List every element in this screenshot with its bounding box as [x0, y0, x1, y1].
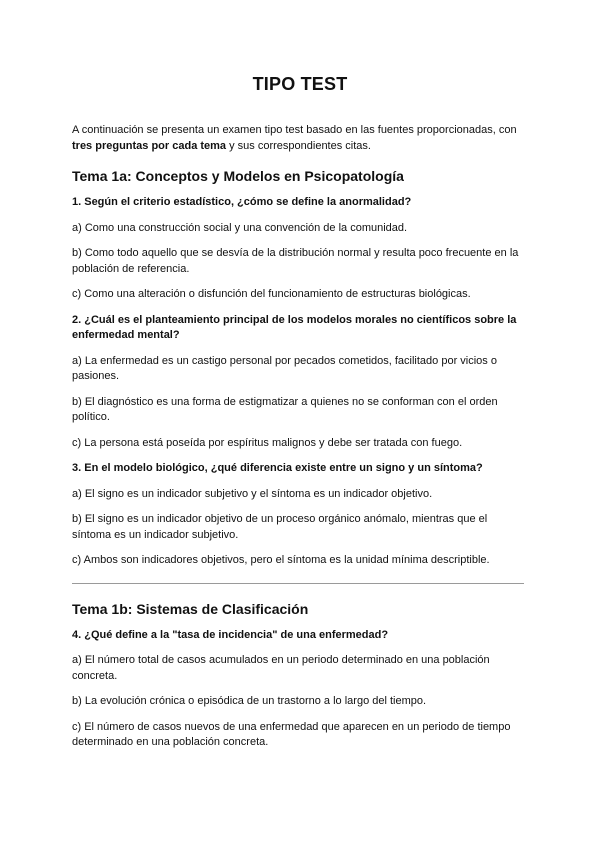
question-3-option-b: b) El signo es un indicador objetivo de un proceso orgánico anómalo, mientras que el síntoma es un indicador subjetivo.: [72, 513, 488, 541]
question-1: 1. Según el criterio estadístico, ¿cómo se define la anormalidad?: [72, 196, 412, 208]
section-heading-tema-1b: Tema 1b: Sistemas de Clasificación: [72, 600, 309, 617]
question-2: 2. ¿Cuál es el planteamiento principal de los modelos morales no científicos sobre la enfermedad mental?: [72, 313, 517, 341]
question-3-option-c: c) Ambos son indicadores objetivos, pero el síntoma es la unidad mínima descriptible.: [72, 554, 490, 566]
question-4: 4. ¿Qué define a la "tasa de incidencia" de una enfermedad?: [72, 628, 389, 641]
intro-text-bold: tres preguntas por cada tema: [72, 139, 227, 152]
intro-text-end: y sus correspondientes citas.: [226, 139, 371, 152]
section-divider: [72, 583, 524, 584]
question-4-option-b: b) La evolución crónica o episódica de un trastorno a lo largo del tiempo.: [72, 695, 427, 707]
question-1-option-c: c) Como una alteración o disfunción del funcionamiento de estructuras biológicas.: [72, 288, 471, 300]
document-body: [72, 123, 528, 761]
question-4-option-a: a) El número total de casos acumulados en un periodo determinado en una población concreta.: [72, 654, 490, 682]
section-heading-tema-1a: Tema 1a: Conceptos y Modelos en Psicopatología: [72, 168, 404, 184]
question-1-option-b: b) Como todo aquello que se desvía de la distribución normal y resulta poco frecuente en la población de referencia.: [72, 247, 519, 275]
question-4-option-c: c) El número de casos nuevos de una enfermedad que aparecen en un periodo de tiempo determinado en una población concreta.: [72, 720, 511, 748]
question-3-option-a: a) El signo es un indicador subjetivo y el síntoma es un indicador objetivo.: [72, 487, 433, 500]
question-2-option-c: c) La persona está poseída por espíritus malignos y debe ser tratada con fuego.: [72, 436, 463, 449]
intro-paragraph: [72, 123, 528, 154]
question-2-option-a: a) La enfermedad es un castigo personal por pecados cometidos, facilitado por vicios o pasiones.: [72, 354, 497, 382]
intro-text-start: A continuación se presenta un examen tipo test basado en las fuentes proporcionadas, con: [72, 124, 517, 136]
question-1-option-a: a) Como una construcción social y una convención de la comunidad.: [72, 221, 408, 234]
question-3: 3. En el modelo biológico, ¿qué diferencia existe entre un signo y un síntoma?: [72, 462, 483, 474]
question-2-option-b: b) El diagnóstico es una forma de estigmatizar a quienes no se conforman con el orden político.: [72, 395, 498, 423]
document-title: TIPO TEST: [252, 74, 348, 94]
